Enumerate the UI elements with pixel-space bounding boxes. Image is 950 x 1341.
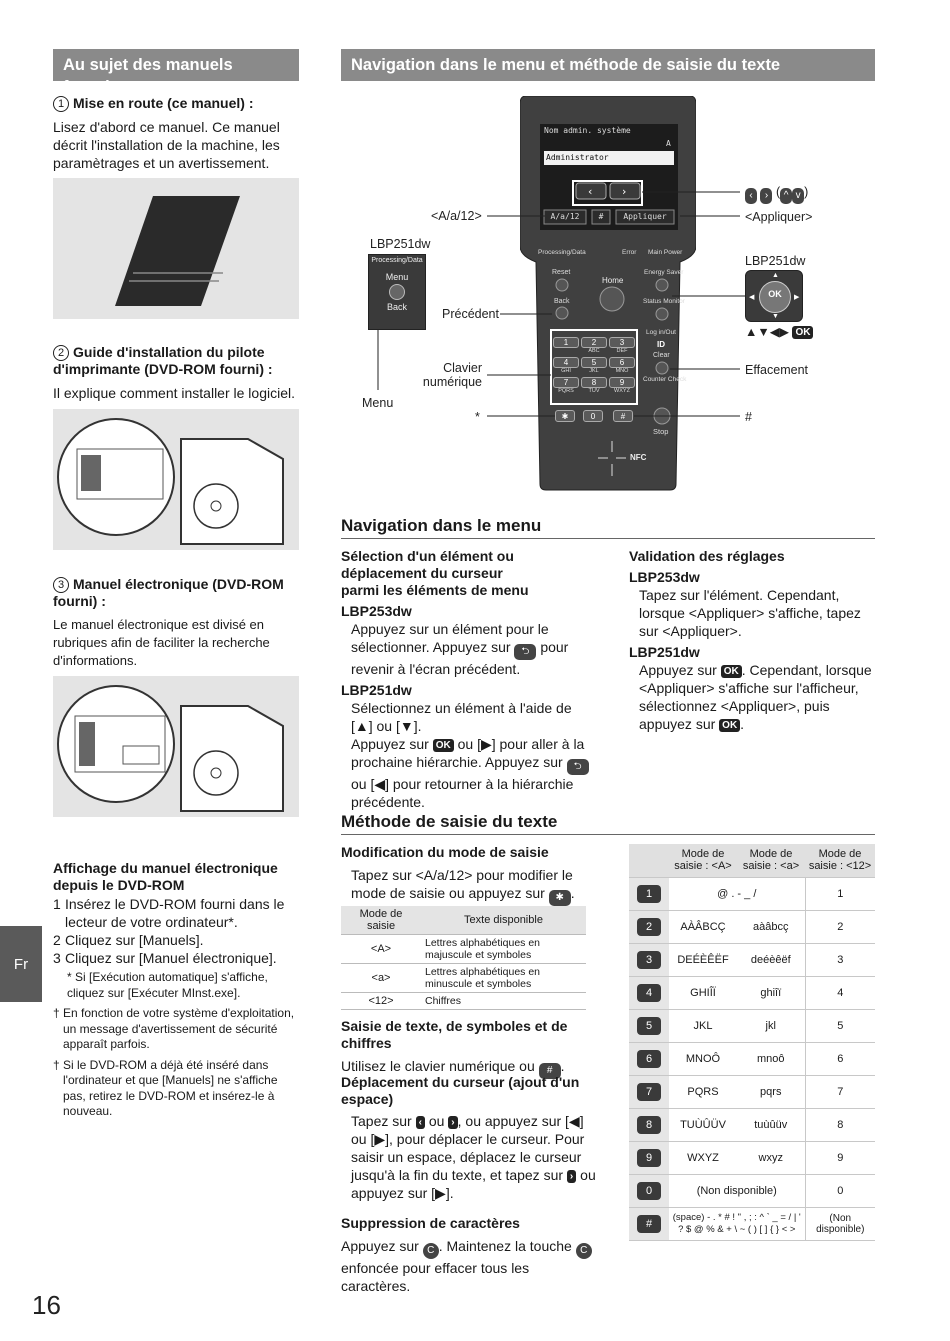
- callout-arrows-ok: ▲▼◀▶ OK: [745, 324, 813, 339]
- led-processing-label: Processing/Data: [538, 249, 586, 256]
- nav-select-block: Sélection d'un élément ou déplacement du curseur parmi les éléments de menu LBP253dw Appuyez sur un élément pour le sélectionner. Appuyez sur ⮌ pour revenir à l'écran précédent. LBP251dw Sélectionnez un élément à l'aide de [▲] ou [▼]. Appuyez sur OK ou [▶] pour aller à la prochaine hiérarchie. Appuyez sur ⮌ ou [◀] pour retourner à la hiérarchie précédente.: [341, 548, 591, 811]
- small-panel-lbp251dw: [368, 254, 426, 330]
- table-row: 2 AÀÂBCÇ aàâbcç 2: [629, 910, 875, 943]
- dpad-lbp251dw[interactable]: [745, 270, 803, 322]
- status-monitor-label: Status Monitor: [643, 298, 685, 305]
- manual-2-body: Il explique comment installer le logiciel.: [53, 385, 295, 401]
- mode-desc-cell: Lettres alphabétiques en majuscule et symboles: [421, 935, 586, 964]
- callout-back: Précédent: [442, 307, 499, 321]
- led-power-label: Main Power: [648, 249, 683, 256]
- display-manual-title: Affichage du manuel électronique depuis le DVD-ROM: [53, 860, 278, 893]
- screen-mode-button[interactable]: A/a/12: [550, 212, 580, 221]
- key-8[interactable]: 8 TUV: [581, 377, 607, 395]
- mode-table-header: Mode de saisie: [341, 906, 421, 935]
- key-3[interactable]: 3 DEF: [609, 337, 635, 355]
- mode-desc-cell: Lettres alphabétiques en minuscule et symboles: [421, 964, 586, 993]
- mode-cell: <A>: [341, 935, 421, 964]
- security-notes: † En fonction de votre système d'exploitation, un message d'avertissement de sécurité apparaît parfois. † Si le DVD-ROM a déjà été inséré dans l'ordinateur et que [Manuels] ne s'affiche pas, retirez le DVD-ROM et insérez-le à nouveau.: [53, 1006, 295, 1118]
- callout-model-right: LBP251dw: [745, 254, 806, 268]
- table-row: 5 JKL jkl 5: [629, 1009, 875, 1042]
- screen-value-field[interactable]: Administrator: [546, 153, 609, 162]
- dpad-down-icon[interactable]: ▼: [772, 313, 779, 320]
- back-key-icon: ⮌: [514, 644, 536, 660]
- table-row: 0 (Non disponible) 0: [629, 1174, 875, 1207]
- page-number: 16: [32, 1290, 61, 1320]
- screen-hash-button[interactable]: #: [598, 212, 604, 221]
- key-1[interactable]: 1: [553, 337, 579, 355]
- nav-validate-block: Validation des réglages LBP253dw Tapez sur l'élément. Cependant, lorsque <Appliquer> s'affiche, tapez sur <Appliquer>. LBP251dw Appuyez sur OK . Cependant, lorsque <Appliquer> s'affiche sur l'afficheur, sélectionnez <Appliquer>, puis appuyez sur OK .: [629, 548, 872, 732]
- callout-hash: #: [745, 410, 752, 424]
- screen-apply-button[interactable]: Appliquer: [623, 212, 667, 221]
- table-row: 3 DEÉÈÊËF deéèêëf 3: [629, 943, 875, 976]
- table-row: 1 @ . - _ / 1: [629, 877, 875, 910]
- small-panel-menu-label: Menu: [385, 272, 409, 282]
- manual-3-body: Le manuel électronique est divisé en rubriques afin de faciliter la recherche d'informations.: [53, 617, 270, 668]
- language-tab: Fr: [0, 926, 42, 1002]
- mode-table-header: Texte disponible: [421, 906, 586, 935]
- svg-text:‹: ‹: [588, 185, 593, 198]
- callout-menu: Menu: [362, 396, 394, 410]
- nfc-label: NFC: [630, 453, 647, 462]
- mode-cell: <a>: [341, 964, 421, 993]
- cursor-move-block: Déplacement du curseur (ajout d'un espace) Tapez sur ‹ ou › , ou appuyez sur [◀] ou [▶], pour déplacer le curseur. Pour saisir un espace, déplacez le curseur jusqu'à la fin du texte, et tapez sur › ou appuyez sur [▶].: [341, 1074, 596, 1201]
- dpad-right-icon[interactable]: ▶: [794, 294, 800, 301]
- callout-mode: <A/a/12>: [431, 209, 482, 223]
- input-mode-table: [341, 906, 586, 1010]
- delete-chars-block: Suppression de caractères Appuyez sur C . Maintenez la touche C enfoncée pour effacer tous les caractères.: [341, 1215, 601, 1295]
- callout-model-left: LBP251dw: [370, 237, 431, 251]
- screen-mode-indicator: A: [666, 139, 671, 148]
- char-header: Mode de saisie : <a>: [737, 844, 805, 877]
- callout-clear: Effacement: [745, 363, 809, 377]
- reset-label: Reset: [552, 269, 571, 276]
- key-6[interactable]: 6 MNO: [609, 357, 635, 375]
- back-label: Back: [554, 298, 570, 305]
- clear-label: Clear: [653, 352, 670, 359]
- stop-label: Stop: [653, 427, 669, 436]
- id-button[interactable]: ID: [657, 340, 665, 349]
- table-row: 8 TUÙÛÜV tuùûüv 8: [629, 1108, 875, 1141]
- dpad-ok-button[interactable]: OK: [768, 289, 782, 299]
- table-row: 9 WXYZ wxyz 9: [629, 1141, 875, 1174]
- char-header: Mode de saisie : <12>: [805, 844, 875, 877]
- key-7[interactable]: 7 PQRS: [553, 377, 579, 395]
- key-star[interactable]: ✱: [555, 410, 575, 422]
- dpad-up-icon[interactable]: ▲: [772, 272, 779, 279]
- mode-cell: <12>: [341, 993, 421, 1010]
- manual-1-body: Lisez d'abord ce manuel. Ce manuel décrit l'installation de la machine, les paramètrages et un avertissement.: [53, 119, 280, 171]
- key-2[interactable]: 2 ABC: [581, 337, 607, 355]
- nav-section-title: Navigation dans le menu: [341, 516, 875, 539]
- table-row: 7 PQRS pqrs 7: [629, 1075, 875, 1108]
- character-table: [629, 844, 875, 1241]
- mode-desc-cell: Chiffres: [421, 993, 586, 1010]
- small-panel-back-label: Back: [386, 302, 407, 312]
- char-header: Mode de saisie : <A>: [669, 844, 737, 877]
- screen-title: Nom admin. système: [544, 126, 631, 135]
- callout-star: *: [475, 410, 480, 424]
- led-error-label: Error: [622, 249, 637, 256]
- manual-2-title: 2 Guide d'installation du pilote d'imprimante (DVD-ROM fourni) :: [53, 344, 273, 377]
- symbol-input-block: Saisie de texte, de symboles et de chiffres Utilisez le clavier numérique ou # .: [341, 1018, 601, 1079]
- mode-change-block: Modification du mode de saisie Tapez sur <A/a/12> pour modifier le mode de saisie ou appuyez sur ✱ .: [341, 844, 596, 906]
- right-banner: Navigation dans le menu et méthode de saisie du texte: [341, 49, 875, 81]
- left-banner: Au sujet des manuels fournis: [53, 49, 299, 81]
- key-0[interactable]: 0: [583, 410, 603, 422]
- back-key-icon: ⮌: [567, 759, 589, 775]
- svg-text:›: ›: [622, 185, 627, 198]
- home-button-label: Home: [602, 276, 624, 285]
- manual-1-title: 1 Mise en route (ce manuel) :: [53, 95, 253, 112]
- display-steps: 1 Insérez le DVD-ROM fourni dans le lecteur de votre ordinateur*. 2 Cliquez sur [Manuels]. 3 Cliquez sur [Manuel électronique]. * Si [Exécution automatique] s'affiche, cliquez sur [Exécuter MInst.exe].: [53, 896, 285, 1000]
- text-section-title: Méthode de saisie du texte: [341, 812, 875, 835]
- manual-3-title: 3 Manuel électronique (DVD-ROM fourni) :: [53, 576, 284, 609]
- key-9[interactable]: 9 WXYZ: [609, 377, 635, 395]
- small-panel-menu-button[interactable]: [389, 284, 405, 300]
- key-hash[interactable]: #: [613, 410, 633, 422]
- table-row: 6 MNOÔ mnoô 6: [629, 1042, 875, 1075]
- dpad-left-icon[interactable]: ◀: [749, 294, 755, 301]
- login-label: Log in/Out: [646, 329, 676, 336]
- key-5[interactable]: 5 JKL: [581, 357, 607, 375]
- callout-nav-keys: ‹ › ( ^ v ): [745, 185, 808, 204]
- e-manual-illustration: [53, 676, 299, 817]
- key-4[interactable]: 4 GHI: [553, 357, 579, 375]
- callout-lines: [0, 0, 950, 520]
- energy-saver-label: Energy Saver: [644, 269, 684, 276]
- table-row: 4 GHIÎÏ ghiîï 4: [629, 976, 875, 1009]
- table-row: # (space) - . * # ! " , ; : ^ ` _ = / | ' ? $ @ % & + \ ~ ( ) [ ] { } < > (Non disponible): [629, 1207, 875, 1240]
- counter-check-label: Counter Check: [643, 376, 687, 383]
- callout-keypad: Clavier numérique: [422, 361, 482, 389]
- callout-apply: <Appliquer>: [745, 210, 813, 224]
- small-panel-processing: Processing/Data: [371, 257, 423, 264]
